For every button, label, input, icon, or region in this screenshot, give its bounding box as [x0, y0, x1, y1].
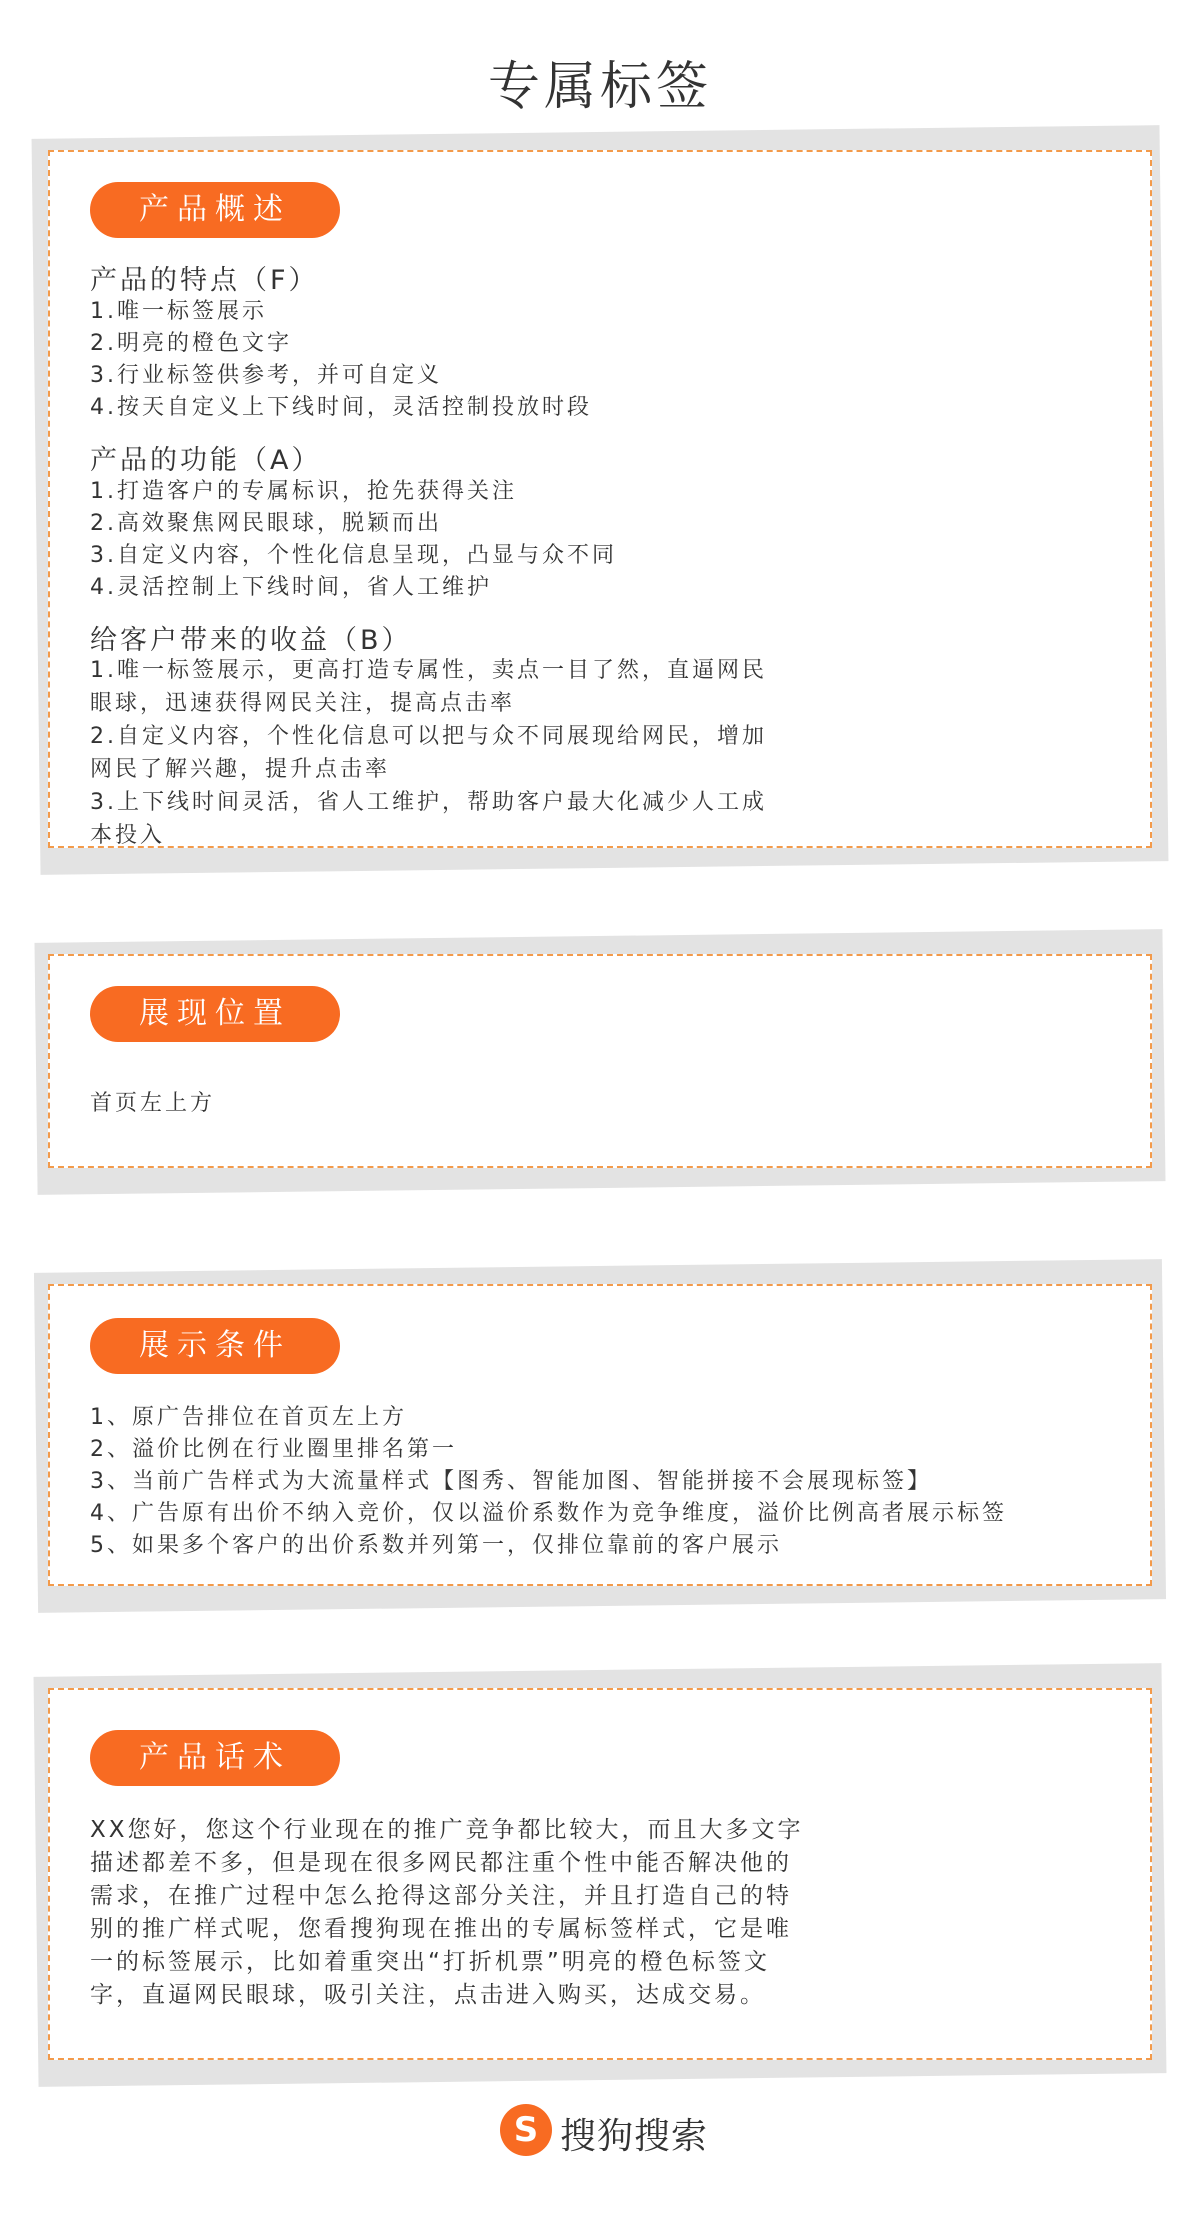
- pitch-header: 产品话术: [90, 1730, 340, 1786]
- position-card: [48, 954, 1152, 1168]
- position-header: 展现位置: [90, 986, 340, 1042]
- conditions-card: [48, 1284, 1152, 1586]
- function-item: 3.自定义内容，个性化信息呈现，凸显与众不同: [90, 543, 617, 568]
- conditions-header: 展示条件: [90, 1318, 340, 1374]
- condition-item: 4、广告原有出价不纳入竞价，仅以溢价系数作为竞争维度，溢价比例高者展示标签: [90, 1501, 1007, 1526]
- benefit-item: 1.唯一标签展示，更高打造专属性，卖点一目了然，直逼网民眼球，迅速获得网民关注，提高点击率: [90, 658, 767, 716]
- position-text: 首页左上方: [90, 1091, 216, 1116]
- footer-brand-text: 搜狗搜索: [560, 2116, 709, 2157]
- condition-item: 2、溢价比例在行业圈里排名第一: [90, 1437, 457, 1462]
- pitch-text: XX您好，您这个行业现在的推广竞争都比较大，而且大多文字描述都差不多，但是现在很多网民都注重个性中能否解决他的需求，在推广过程中怎么抢得这部分关注，并且打造自己的特别的推广样式呢，您看搜狗现在推出的专属标签样式，它是唯一的标签展示，比如着重突出“打折机票”明亮的橙色标签文字，直逼网民眼球，吸引关注，点击进入购买，达成交易。: [90, 1817, 804, 2008]
- feature-item: 3.行业标签供参考，并可自定义: [90, 363, 442, 388]
- condition-item: 5、如果多个客户的出价系数并列第一，仅排位靠前的客户展示: [90, 1533, 782, 1558]
- sogou-footer-icon: S: [500, 2104, 552, 2156]
- benefits-title: 给客户带来的收益（B）: [90, 625, 412, 656]
- pitch-card: [48, 1688, 1152, 2060]
- overview-card: [48, 150, 1152, 848]
- function-item: 1.打造客户的专属标识，抢先获得关注: [90, 479, 517, 504]
- feature-item: 2.明亮的橙色文字: [90, 331, 292, 356]
- function-item: 4.灵活控制上下线时间，省人工维护: [90, 575, 492, 600]
- benefit-item: 2.自定义内容，个性化信息可以把与众不同展现给网民，增加网民了解兴趣，提升点击率: [90, 724, 767, 782]
- condition-item: 3、当前广告样式为大流量样式【图秀、智能加图、智能拼接不会展现标签】: [90, 1469, 932, 1494]
- functions-title: 产品的功能（A）: [90, 445, 322, 476]
- page-title: 专属标签: [487, 57, 712, 117]
- feature-item: 4.按天自定义上下线时间，灵活控制投放时段: [90, 395, 592, 420]
- feature-item: 1.唯一标签展示: [90, 299, 267, 324]
- benefit-item: 3.上下线时间灵活，省人工维护，帮助客户最大化减少人工成本投入: [90, 790, 767, 848]
- function-item: 2.高效聚焦网民眼球，脱颖而出: [90, 511, 442, 536]
- footer-logo: [500, 2102, 720, 2162]
- overview-header: 产品概述: [90, 182, 340, 238]
- features-title: 产品的特点（F）: [90, 265, 319, 296]
- condition-item: 1、原广告排位在首页左上方: [90, 1405, 407, 1430]
